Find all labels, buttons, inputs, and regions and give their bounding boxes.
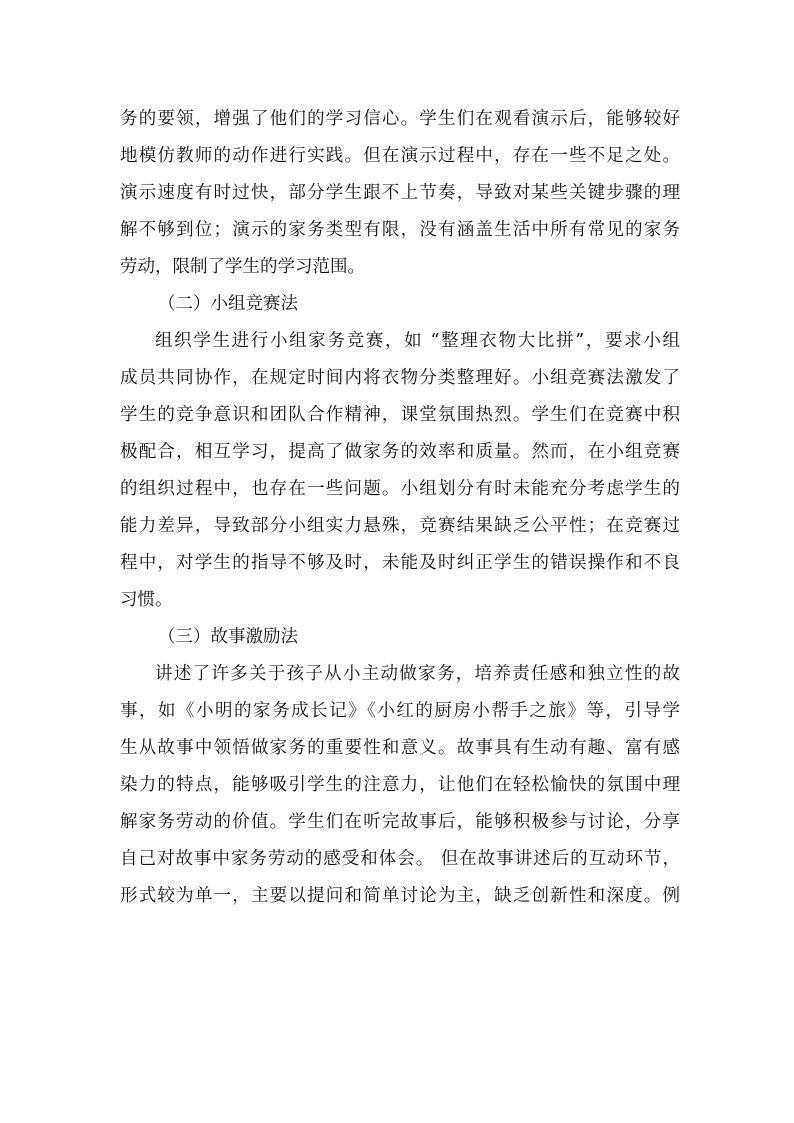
body-text-line: 极配合，相互学习，提高了做家务的效率和质量。然而，在小组竞赛 xyxy=(120,442,680,462)
body-text-line: 解不够到位；演示的家务类型有限，没有涵盖生活中所有常见的家务 xyxy=(120,220,680,240)
body-text-line: 生从故事中领悟做家务的重要性和意义。故事具有生动有趣、富有感 xyxy=(120,738,680,758)
body-text-line: 讲述了许多关于孩子从小主动做家务，培养责任感和独立性的故 xyxy=(155,664,680,684)
body-text-line: 解家务劳动的价值。学生们在听完故事后，能够积极参与讨论，分享 xyxy=(120,812,680,832)
body-text-line: 的组织过程中，也存在一些问题。小组划分有时未能充分考虑学生的 xyxy=(120,479,680,499)
body-text-line: 学生的竞争意识和团队合作精神，课堂氛围热烈。学生们在竞赛中积 xyxy=(120,405,680,425)
body-text-line: 形式较为单一，主要以提问和简单讨论为主，缺乏创新性和深度。例 xyxy=(120,886,680,906)
body-text-line: 务的要领，增强了他们的学习信心。学生们在观看演示后，能够较好 xyxy=(120,109,680,129)
section-heading: （二）小组竞赛法 xyxy=(158,294,298,314)
body-text-line: 能力差异，导致部分小组实力悬殊，竞赛结果缺乏公平性；在竞赛过 xyxy=(120,516,680,536)
body-text-line: 成员共同协作，在规定时间内将衣物分类整理好。小组竞赛法激发了 xyxy=(120,368,680,388)
section-heading: （三）故事激励法 xyxy=(158,627,298,647)
body-text-line: 程中，对学生的指导不够及时，未能及时纠正学生的错误操作和不良 xyxy=(120,553,680,573)
body-text-line: 事，如《小明的家务成长记》《小红的厨房小帮手之旅》等，引导学 xyxy=(120,701,680,721)
body-text-line: 劳动，限制了学生的学习范围。 xyxy=(120,257,365,277)
body-text-line: 演示速度有时过快，部分学生跟不上节奏，导致对某些关键步骤的理 xyxy=(120,183,680,203)
body-text-line: 组织学生进行小组家务竞赛，如 “整理衣物大比拼”，要求小组 xyxy=(155,331,680,351)
body-text-line: 染力的特点，能够吸引学生的注意力，让他们在轻松愉快的氛围中理 xyxy=(120,775,680,795)
body-text-line: 地模仿教师的动作进行实践。但在演示过程中，存在一些不足之处。 xyxy=(120,146,680,166)
body-text-line: 习惯。 xyxy=(120,590,173,610)
body-text-line: 自己对故事中家务劳动的感受和体会。 但在故事讲述后的互动环节， xyxy=(120,849,680,869)
